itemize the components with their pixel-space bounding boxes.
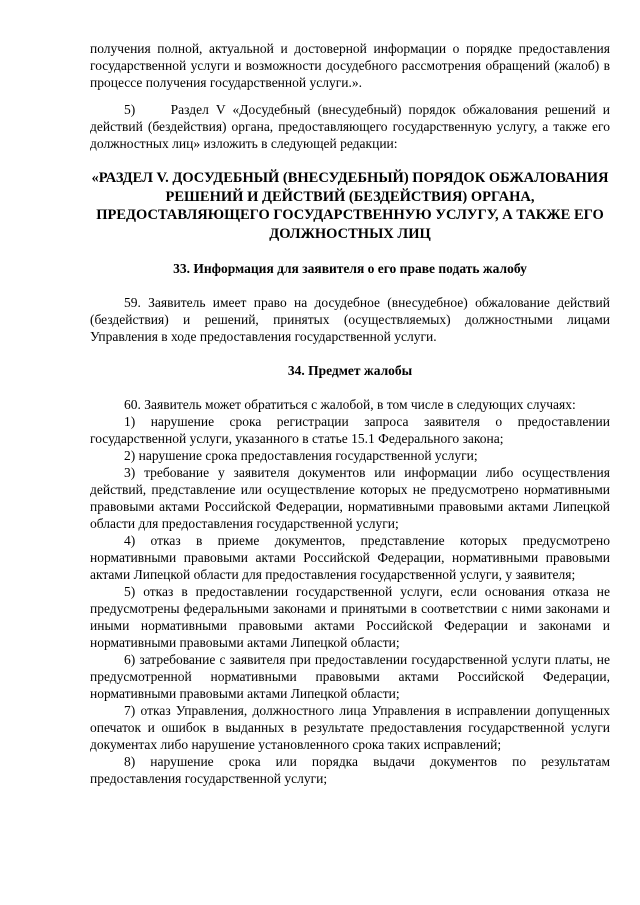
list-item: 4) отказ в приеме документов, представление которых предусмотрено нормативными правовыми актами Российской Федерации, нормативными правовыми актами Липецкой области для предоставления государственной услуги, у заявителя;	[90, 533, 610, 582]
list-item: 8) нарушение срока или порядка выдачи документов по результатам предоставления государственной услуги;	[90, 754, 610, 786]
paragraph-item-5: 5) Раздел V «Досудебный (внесудебный) порядок обжалования решений и действий (бездействия) органа, предоставляющего государственную услугу, а также его должностных лиц» изложить в следующей редакции:	[90, 102, 614, 151]
subsection-33-heading: 33. Информация для заявителя о его праве подать жалобу	[173, 261, 527, 276]
paragraph-60: 60. Заявитель может обратиться с жалобой, в том числе в следующих случаях:	[124, 397, 576, 412]
list-item: 6) затребование с заявителя при предоставлении государственной услуги платы, не предусмотренной нормативными правовыми актами Российской Федерации, нормативными правовыми актами Липецкой области;	[90, 652, 610, 701]
subsection-34-heading: 34. Предмет жалобы	[287, 363, 413, 378]
list-item: 2) нарушение срока предоставления государственной услуги;	[124, 448, 478, 463]
list-item: 5) отказ в предоставлении государственной услуги, если основания отказа не предусмотрены федеральными законами и принятыми в соответствии с ними законами и иными нормативными правовыми актами Российской Федерации и законами и нормативными правовыми актами Липецкой области;	[90, 584, 610, 650]
paragraph-59: 59. Заявитель имеет право на досудебное (внесудебное) обжалование действий (бездействия) и решений, принятых (осуществляемых) должностными лицами Управления в ходе предоставления государственной услуги.	[90, 295, 610, 344]
list-item: 1) нарушение срока регистрации запроса заявителя о предоставлении государственной услуги, указанного в статье 15.1 Федерального закона;	[90, 414, 610, 446]
list-item: 7) отказ Управления, должностного лица Управления в исправлении допущенных опечаток и ошибок в выданных в результате предоставления государственной услуги документах либо нарушение установленного срока таких исправлений;	[90, 703, 610, 752]
section-title: «РАЗДЕЛ V. ДОСУДЕБНЫЙ (ВНЕСУДЕБНЫЙ) ПОРЯДОК ОБЖАЛОВАНИЯ РЕШЕНИЙ И ДЕЙСТВИЙ (БЕЗДЕЙСТВИЯ) ОРГАНА, ПРЕДОСТАВЛЯЮЩЕГО ГОСУДАРСТВЕННУЮ УСЛУГУ, А ТАКЖЕ ЕГО ДОЛЖНОСТНЫХ ЛИЦ	[91, 170, 609, 242]
list-item: 3) требование у заявителя документов или информации либо осуществления действий, представление или осуществление которых не предусмотрено нормативными правовыми актами Российской Федерации, нормативными правовыми актами Липецкой области для предоставления государственной услуги;	[90, 465, 610, 531]
document-page	[90, 40, 614, 787]
paragraph-continuation: получения полной, актуальной и достоверной информации о порядке предоставления государственной услуги и возможности досудебного рассмотрения обращений (жалоб) в процессе получения государственной услуги.».	[90, 41, 610, 90]
